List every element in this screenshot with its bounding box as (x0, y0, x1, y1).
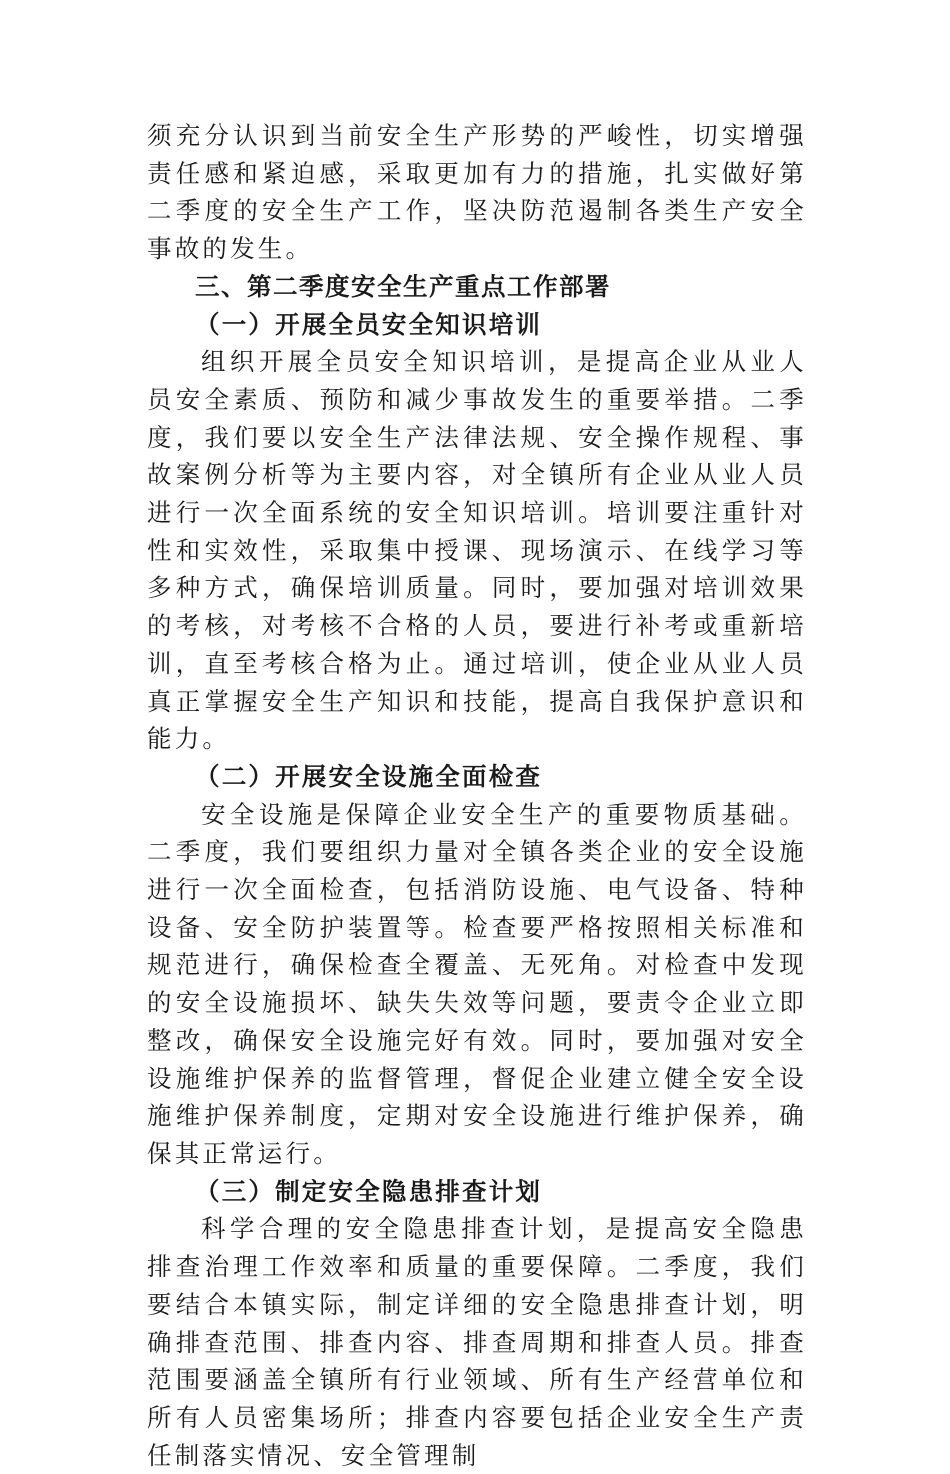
body-paragraph-training: 组织开展全员安全知识培训，是提高企业从业人员安全素质、预防和减少事故发生的重要举措。二季度，我们要以安全生产法律法规、安全操作规程、事故案例分析等为主要内容，对全镇所有企业从业人员进行一次全面系统的安全知识培训。培训要注重针对性和实效性，采取集中授课、现场演示、在线学习等多种方式，确保培训质量。同时，要加强对培训效果的考核，对考核不合格的人员，要进行补考或重新培训，直至考核合格为止。通过培训，使企业从业人员真正掌握安全生产知识和技能，提高自我保护意识和能力。 (147, 347, 807, 754)
subsection-heading-one: （一）开展全员安全知识培训 (195, 309, 543, 339)
body-paragraph-hazard-plan: 科学合理的安全隐患排查计划，是提高安全隐患排查治理工作效率和质量的重要保障。二季度，我们要结合本镇实际，制定详细的安全隐患排查计划，明确排查范围、排查内容、排查周期和排查人员。排查范围要涵盖全镇所有行业领域、所有生产经营单位和所有人员密集场所；排查内容要包括企业安全生产责任制落实情况、安全管理制 (147, 1214, 807, 1470)
body-paragraph-continued: 须充分认识到当前安全生产形势的严峻性，切实增强责任感和紧迫感，采取更加有力的措施，扎实做好第二季度的安全生产工作，坚决防范遏制各类生产安全事故的发生。 (147, 121, 807, 264)
subsection-heading-three: （三）制定安全隐患排查计划 (195, 1176, 543, 1206)
subsection-heading-two: （二）开展安全设施全面检查 (195, 761, 543, 791)
body-paragraph-facilities: 安全设施是保障企业安全生产的重要物质基础。二季度，我们要组织力量对全镇各类企业的安全设施进行一次全面检查，包括消防设施、电气设备、特种设备、安全防护装置等。检查要严格按照相关标准和规范进行，确保检查全覆盖、无死角。对检查中发现的安全设施损坏、缺失失效等问题，要责令企业立即整改，确保安全设施完好有效。同时，要加强对安全设施维护保养的监督管理，督促企业建立健全安全设施维护保养制度，定期对安全设施进行维护保养，确保其正常运行。 (147, 799, 807, 1168)
document-body (147, 117, 807, 1474)
section-heading-three: 三、第二季度安全生产重点工作部署 (195, 271, 611, 301)
